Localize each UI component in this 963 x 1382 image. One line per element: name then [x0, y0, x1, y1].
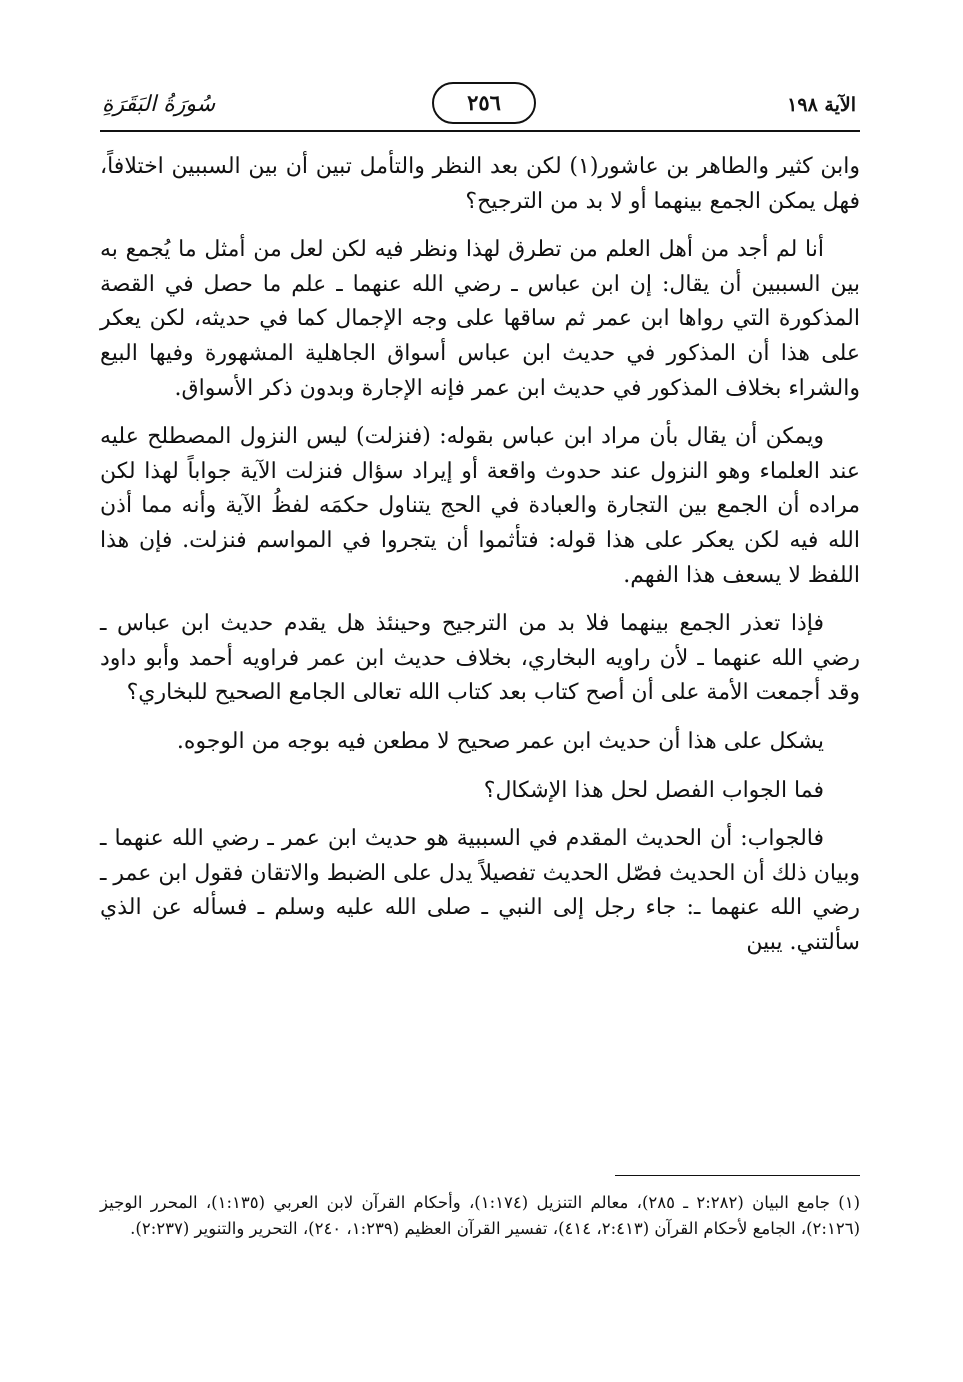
paragraph-2: أنا لم أجد من أهل العلم من تطرق لهذا ونظر فيه لكن لعل من أمثل ما يُجمع به بين السببين أن يقال: إن ابن عباس ـ رضي الله عنهما ـ علم ما حصل في القصة المذكورة التي رواها ابن عمر ثم ساقها على وجه الإجمال كما في حديثه، لكن يعكر على هذا أن المذكور في حديث ابن عباس أسواق الجاهلية المشهورة وفيها البيع والشراء بخلاف المذكور في حديث ابن عمر فإنه الإجارة وبدون ذكر الأسواق. — [100, 237, 860, 401]
footnote-divider — [615, 1175, 860, 1176]
surah-title: سُورَةُ البَقَرَةِ — [102, 92, 216, 117]
paragraph-6: فما الجواب الفصل لحل هذا الإشكال؟ — [483, 777, 824, 803]
footnote — [100, 1190, 860, 1242]
header-rule — [100, 130, 860, 132]
paragraph-4: فإذا تعذر الجمع بينهما فلا بد من الترجيح وحينئذ هل يقدم حديث ابن عباس ـ رضي الله عنهما ـ لأن راويه البخاري، بخلاف حديث ابن عمر فراويه أحمد وأبو داود وقد أجمعت الأمة على أن أصح كتاب بعد كتاب الله تعالى الجامع الصحيح للبخاري؟ — [100, 611, 860, 706]
paragraph-1: وابن كثير والطاهر بن عاشور(١) لكن بعد النظر والتأمل تبين أن بين السببين اختلافاً، فهل يمكن الجمع بينهما أو لا بد من الترجيح؟ — [100, 154, 860, 214]
page-number: ٢٥٦ — [432, 82, 536, 124]
verse-label: الآية ١٩٨ — [787, 94, 856, 116]
paragraph-5: يشكل على هذا أن حديث ابن عمر صحيح لا مطعن فيه بوجه من الوجوه. — [176, 728, 824, 754]
paragraph-3: ويمكن أن يقال بأن مراد ابن عباس بقوله: (فنزلت) ليس النزول المصطلح عليه عند العلماء وهو النزول عند حدوث واقعة أو إيراد سؤال فنزلت الآية جواباً لهذا لكن مراده أن الجمع بين التجارة والعبادة في الحج يتناول حكمَه لفظُ الآية وأنه مما أذن الله فيه لكن يعكر على هذا قوله: فتأثموا أن يتجروا في المواسم فنزلت. فإن هذا اللفظ لا يسعف هذا الفهم. — [100, 424, 860, 588]
main-text — [100, 150, 860, 974]
page-header — [100, 78, 860, 140]
paragraph-7: فالجواب: أن الحديث المقدم في السببية هو حديث ابن عمر ـ رضي الله عنهما ـ وبيان ذلك أن الحديث فصّل الحديث تفصيلاً يدل على الضبط والاتقان فقول ابن عمر ـ رضي الله عنهما ـ: جاء رجل إلى النبي ـ صلى الله عليه وسلم ـ فسأله عن الذي سألتني. يبين — [99, 826, 860, 955]
footnote-text: (١) جامع البيان (٢:٢٨٢ ـ ٢٨٥)، معالم التنزيل (١:١٧٤)، وأحكام القرآن لابن العربي (١:١٣٥)، المحرر الوجيز (٢:١٢٦)، الجامع لأحكام القرآن (٢:٤١٣، ٤١٤)، تفسير القرآن العظيم (١:٢٣٩، ٢٤٠)، التحرير والتنوير (٢:٢٣٧). — [100, 1193, 861, 1238]
